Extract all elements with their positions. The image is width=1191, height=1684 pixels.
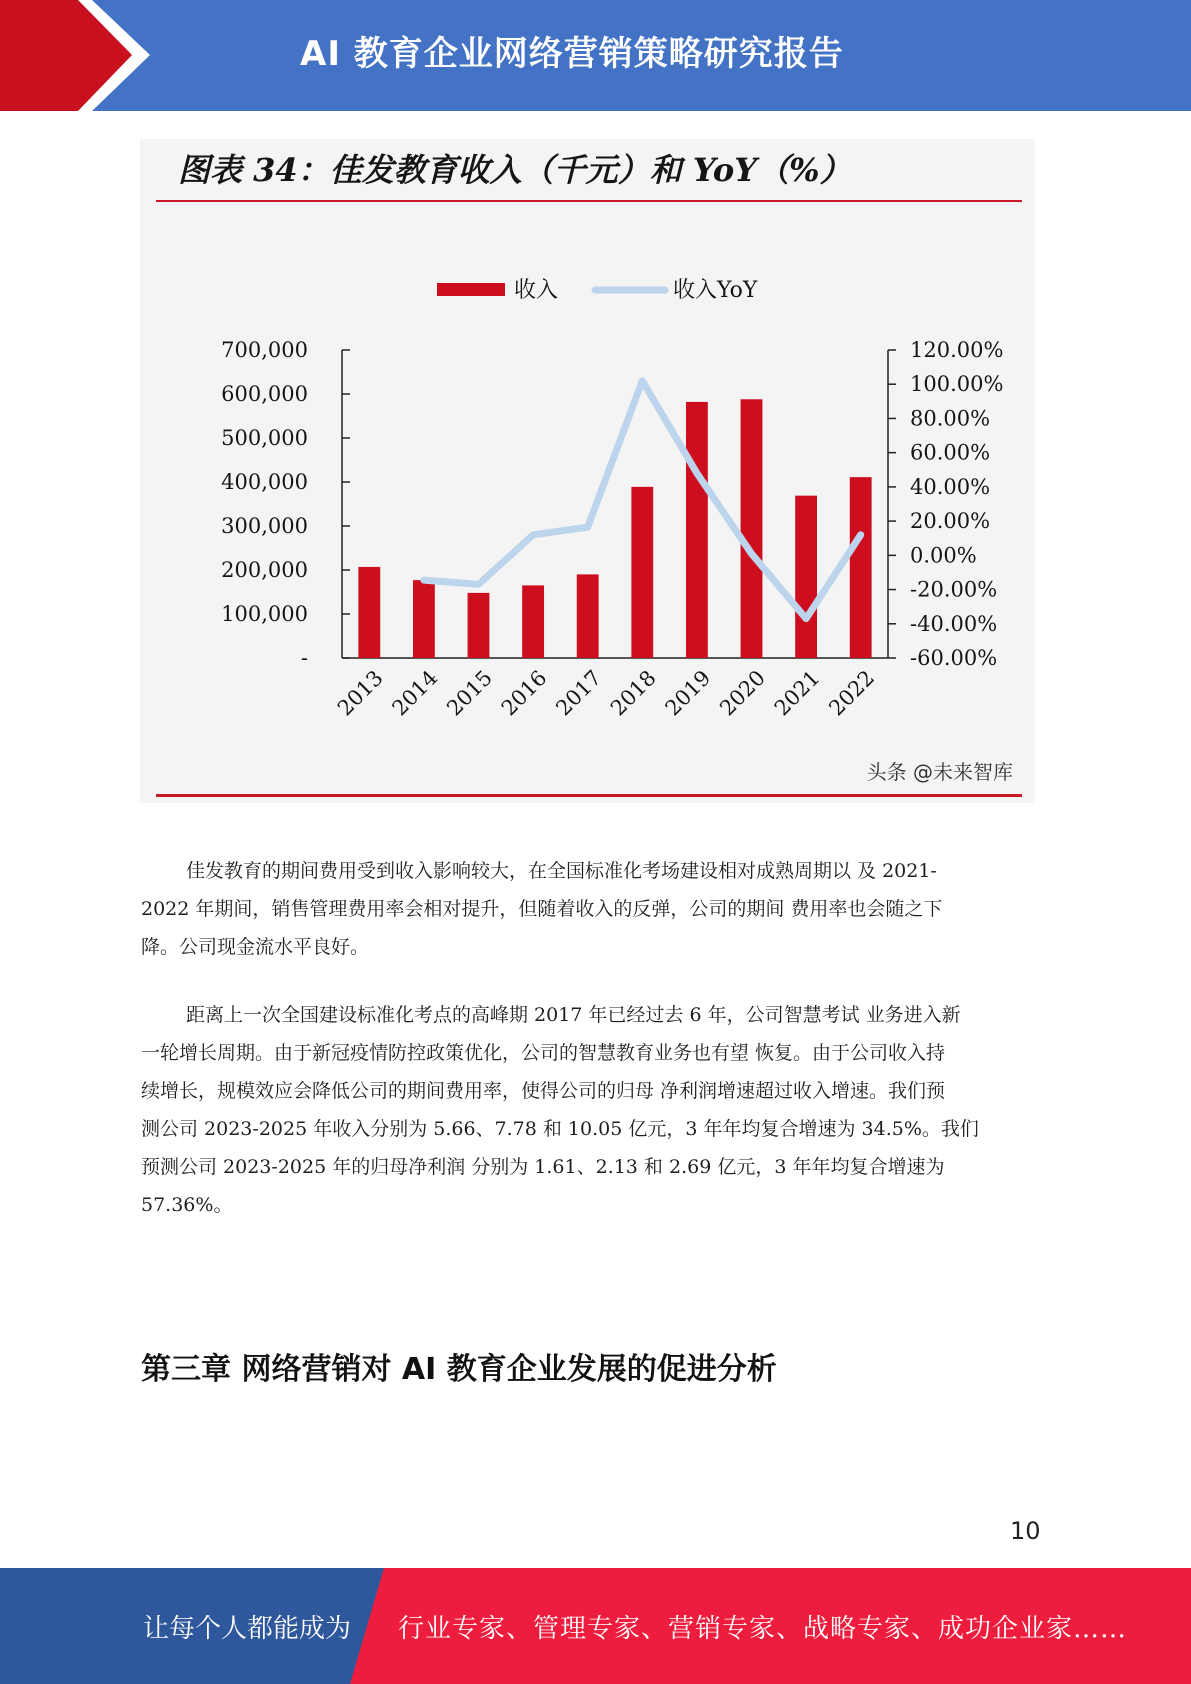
chart-plot [221,278,1003,720]
figure-caption: 图表 34：佳发教育收入（千元）和 YoY（%） [178,151,852,189]
y-right-tick-label: 40.00% [910,474,991,499]
revenue-bar [413,580,435,658]
revenue-bar [795,496,817,658]
page-number: 10 [1010,1517,1041,1545]
y-right-tick-label: 20.00% [910,509,991,534]
x-tick-label: 2020 [715,665,770,721]
y-right-tick-label: -60.00% [910,646,998,670]
revenue-bar [686,402,708,658]
legend-swatch-revenue [437,283,505,296]
y-left-tick-label: 300,000 [221,514,308,538]
x-tick-label: 2013 [332,665,388,721]
y-left-tick-label: - [300,646,308,670]
y-left-tick-label: 100,000 [221,602,308,626]
revenue-bar [522,585,544,658]
x-tick-label: 2021 [769,665,825,721]
x-tick-label: 2019 [660,665,716,721]
footer-slogan-left: 让每个人都能成为 [143,1614,352,1644]
y-right-tick-label: 60.00% [910,440,991,465]
revenue-bar [358,567,380,658]
revenue-bar [468,593,490,658]
x-tick-label: 2014 [387,665,443,721]
y-left-tick-label: 600,000 [221,382,308,406]
revenue-bar [741,399,763,658]
y-right-tick-label: -20.00% [910,577,998,602]
x-tick-label: 2016 [496,665,552,721]
y-left-tick-label: 500,000 [221,426,308,450]
paragraph-line: 预测公司 2023-2025 年的归母净利润 分别为 1.61、2.13 和 2.69 亿元，3 年年均复合增速为 [141,1156,945,1178]
paragraph-line: 续增长，规模效应会降低公司的期间费用率，使得公司的归母 净利润增速超过收入增速。我们预 [141,1080,946,1102]
y-left-tick-label: 200,000 [221,558,308,582]
paragraph-line: 降。公司现金流水平良好。 [141,936,370,958]
paragraph-line: 佳发教育的期间费用受到收入影响较大，在全国标准化考场建设相对成熟周期以 及 2021- [186,860,937,882]
y-left-tick-label: 400,000 [221,470,308,494]
revenue-bar [850,477,872,658]
x-tick-label: 2018 [605,665,661,721]
paragraph-line: 2022 年期间，销售管理费用率会相对提升，但随着收入的反弹，公司的期间 费用率也会随之下 [141,898,943,920]
y-right-tick-label: 120.00% [910,338,1004,362]
paragraph-line: 距离上一次全国建设标准化考点的高峰期 2017 年已经过去 6 年，公司智慧考试 业务进入新 [186,1004,961,1026]
legend-label-yoy: 收入YoY [673,278,758,303]
revenue-bar [577,574,599,658]
figure-panel [140,139,1035,803]
paragraph-expenses [141,852,1051,966]
paragraph-line: 测公司 2023-2025 年收入分别为 5.66、7.78 和 10.05 亿元，3 年年均复合增速为 34.5%。我们 [141,1118,979,1140]
x-tick-label: 2017 [551,665,607,721]
x-tick-label: 2022 [824,665,880,721]
revenue-bar [631,487,653,658]
paragraph-forecast [141,996,1051,1224]
report-title: AI 教育企业网络营销策略研究报告 [300,34,844,74]
watermark: 头条 @未来智库 [866,760,1013,784]
footer-slogan-right: 行业专家、管理专家、营销专家、战略专家、成功企业家…… [398,1614,1128,1644]
y-right-tick-label: 100.00% [910,372,1004,397]
y-right-tick-label: -40.00% [910,611,998,636]
x-tick-label: 2015 [442,665,497,721]
caption-rule [156,200,1022,202]
paragraph-line: 一轮增长周期。由于新冠疫情防控政策优化，公司的智慧教育业务也有望 恢复。由于公司收入持 [141,1042,946,1064]
paragraph-line: 57.36%。 [141,1194,233,1216]
y-right-tick-label: 0.00% [910,543,977,568]
y-left-tick-label: 700,000 [221,338,308,362]
figure-bottom-rule [156,794,1022,797]
revenue-yoy-chart [140,139,1035,803]
y-right-tick-label: 80.00% [910,406,991,431]
legend-label-revenue: 收入 [514,278,559,303]
header-arrow-decoration [0,0,160,111]
chapter-title: 第三章 网络营销对 AI 教育企业发展的促进分析 [141,1352,777,1387]
